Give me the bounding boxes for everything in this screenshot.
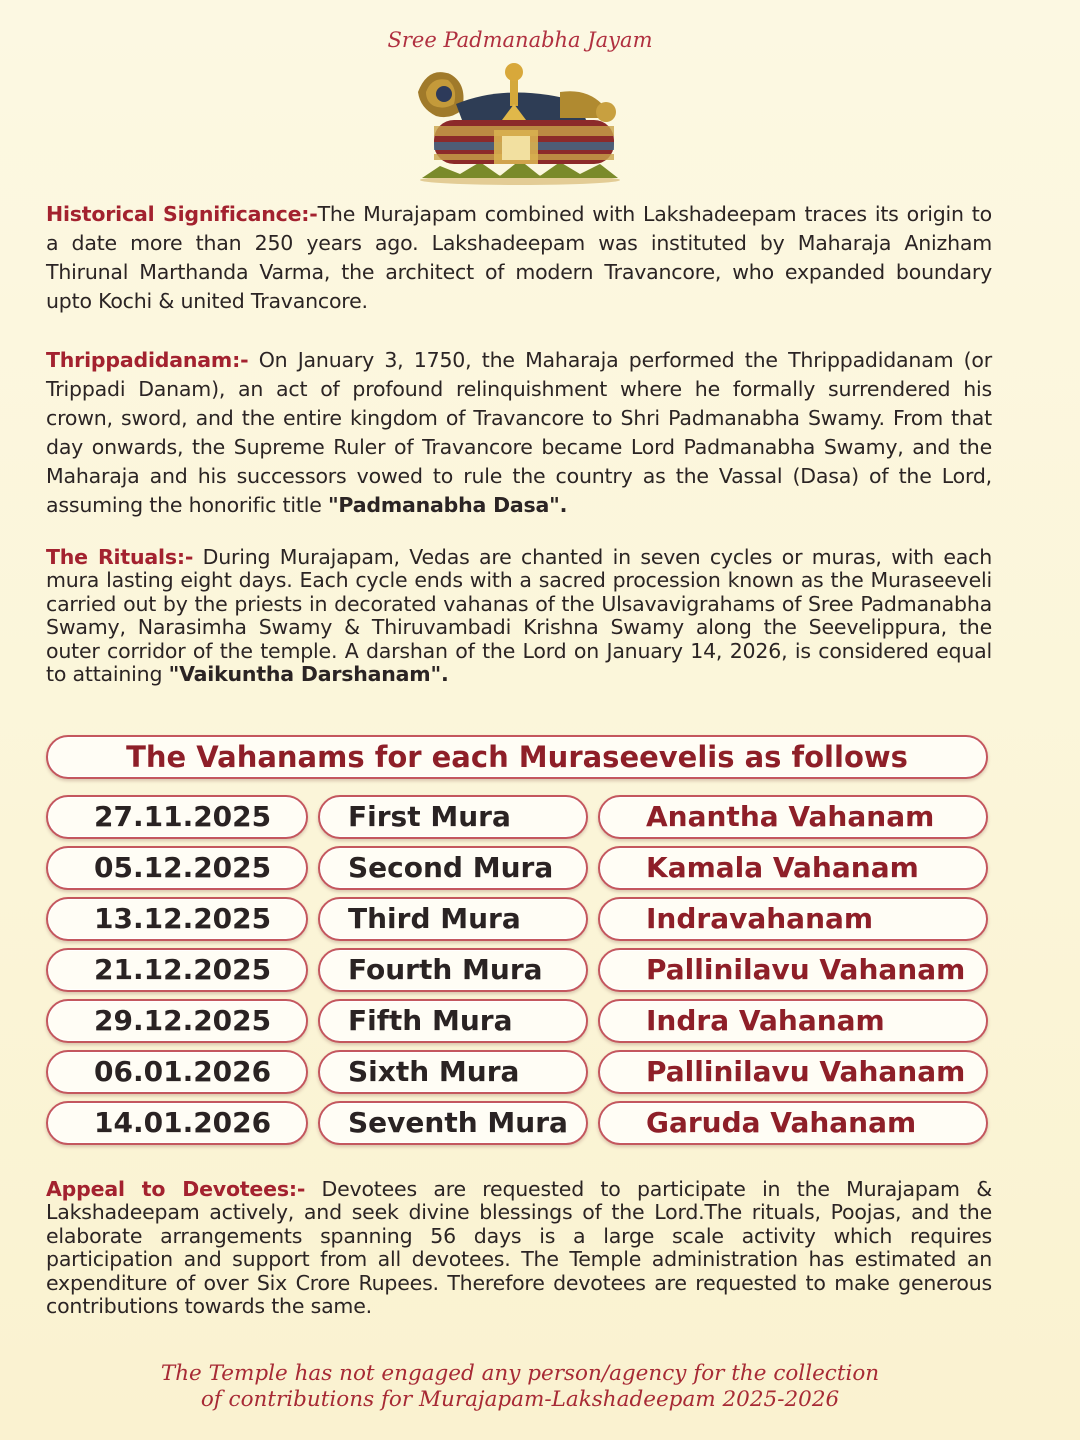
appeal-text: Devotees are requested to participate in the Murajapam & Lakshadeepam actively, and seek divine blessings of the Lord.The rituals, Poojas, and the elaborate arrangements spanning 56 days is a large scale activity which requires participation and support from all devotees. The Temple administration has estimated an expenditure of over Six Crore Rupees. Therefore devotees are requested to make generous contributions towards the same. xyxy=(46,1177,992,1319)
rituals-text: During Murajapam, Vedas are chanted in seven cycles or muras, with each mura lasting eight days. Each cycle ends with a sacred procession known as the Muraseeveli carried out by the priests in decorated vahanas of the Ulsavavigrahams of Sree Padmanabha Swamy, Narasimha Swamy & Thiruvambadi Krishna Swamy along the Seevelippura, the outer corridor of the temple. A darshan of the Lord on January 14, 2026, is considered equal to attaining xyxy=(46,545,993,687)
page-title: Sree Padmanabha Jayam xyxy=(387,28,653,52)
mura-vahanam-4: Pallinilavu Vahanam xyxy=(598,948,988,992)
mura-vahanam-7: Garuda Vahanam xyxy=(598,1101,988,1145)
footer-notice-line-1: The Temple has not engaged any person/agency for the collection xyxy=(160,1361,880,1386)
vahanam-table-title: The Vahanams for each Muraseevelis as follows xyxy=(46,735,988,779)
mura-date-3: 13.12.2025 xyxy=(46,897,308,941)
mura-date-6: 06.01.2026 xyxy=(46,1050,308,1094)
mura-vahanam-2: Kamala Vahanam xyxy=(598,846,988,890)
mura-date-4: 21.12.2025 xyxy=(46,948,308,992)
footer-notice-line-2: of contributions for Murajapam-Lakshadeepam 2025-2026 xyxy=(200,1387,840,1412)
mura-name-5: Fifth Mura xyxy=(318,999,588,1043)
mura-vahanam-6: Pallinilavu Vahanam xyxy=(598,1050,988,1094)
mura-vahanam-5: Indra Vahanam xyxy=(598,999,988,1043)
deity-emblem-icon xyxy=(410,58,630,186)
padmanabha-dasa-title: "Padmanabha Dasa". xyxy=(327,493,568,517)
mura-date-7: 14.01.2026 xyxy=(46,1101,308,1145)
vaikuntha-darshanam-title: "Vaikuntha Darshanam". xyxy=(168,662,449,687)
thrippadidanam-paragraph xyxy=(46,346,992,520)
mura-date-5: 29.12.2025 xyxy=(46,999,308,1043)
mura-name-1: First Mura xyxy=(318,795,588,839)
mura-date-2: 05.12.2025 xyxy=(46,846,308,890)
mura-vahanam-1: Anantha Vahanam xyxy=(598,795,988,839)
mura-name-3: Third Mura xyxy=(318,897,588,941)
mura-name-4: Fourth Mura xyxy=(318,948,588,992)
historical-significance-text: The Murajapam combined with Lakshadeepam traces its origin to a date more than 250 years ago. Lakshadeepam was instituted by Maharaja Anizham Thirunal Marthanda Varma, the architect of modern Travancore, who expanded boundary upto Kochi & united Travancore. xyxy=(46,202,992,313)
historical-significance-heading: Historical Significance:- xyxy=(46,202,318,226)
mura-name-2: Second Mura xyxy=(318,846,588,890)
rituals-heading: The Rituals:- xyxy=(46,545,194,569)
mura-date-1: 27.11.2025 xyxy=(46,795,308,839)
mura-name-6: Sixth Mura xyxy=(318,1050,588,1094)
mura-name-7: Seventh Mura xyxy=(318,1101,588,1145)
appeal-heading: Appeal to Devotees:- xyxy=(46,1177,306,1201)
historical-significance-paragraph xyxy=(46,200,992,316)
footer-notice xyxy=(0,1361,1040,1413)
mura-vahanam-3: Indravahanam xyxy=(598,897,988,941)
rituals-paragraph xyxy=(46,546,992,686)
thrippadidanam-text: On January 3, 1750, the Maharaja performed the Thrippadidanam (or Trippadi Danam), an act of profound relinquishment where he formally surrendered his crown, sword, and the entire kingdom of Travancore to Shri Padmanabha Swamy. From that day onwards, the Supreme Ruler of Travancore became Lord Padmanabha Swamy, and the Maharaja and his successors vowed to rule the country as the Vassal (Dasa) of the Lord, assuming the honorific title xyxy=(46,348,992,517)
appeal-paragraph xyxy=(46,1178,992,1318)
thrippadidanam-heading: Thrippadidanam:- xyxy=(46,348,249,372)
